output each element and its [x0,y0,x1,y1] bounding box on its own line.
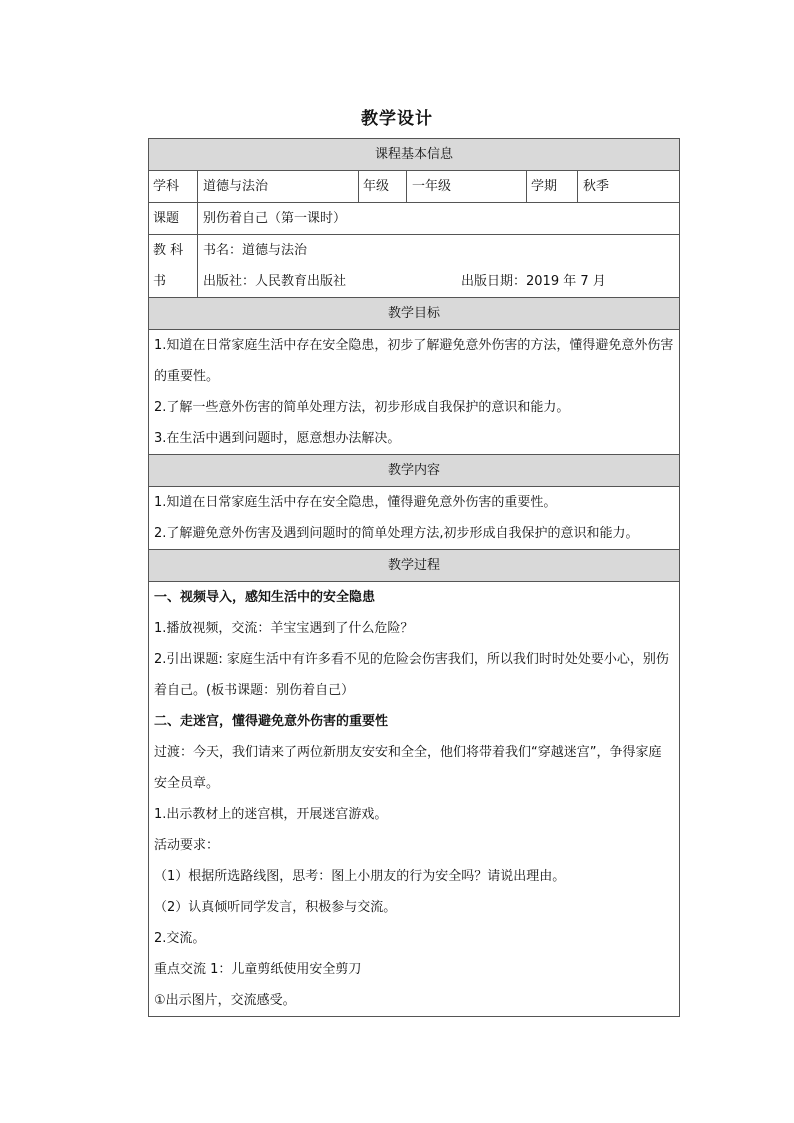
goals-header: 教学目标 [149,298,680,330]
content-body-row [149,487,680,550]
basic-info-header: 课程基本信息 [149,139,680,171]
process-paragraph: ①出示图片，交流感受。 [154,993,296,1008]
grade-value: 一年级 [407,171,527,203]
process-paragraph: 过渡：今天，我们请来了两位新朋友安安和全全，他们将带着我们“穿越迷宫”，争得家庭安全员章。 [154,745,662,791]
document-title: 教学设计 [361,109,433,129]
goal-item: 2.了解一些意外伤害的简单处理方法，初步形成自我保护的意识和能力。 [154,400,570,415]
process-body-row [149,582,680,1017]
process-paragraph: 2.引出课题: 家庭生活中有许多看不见的危险会伤害我们，所以我们时时处处要小心，别伤着自己。(板书课题：别伤着自己） [154,652,669,698]
goal-item: 1.知道在日常家庭生活中存在安全隐患，初步了解避免意外伤害的方法，懂得避免意外伤害的重要性。 [154,338,674,384]
textbook-label-line2: 书 [153,274,167,289]
content-header: 教学内容 [149,455,680,487]
process-paragraph: 1.播放视频，交流：羊宝宝遇到了什么危险？ [154,621,414,636]
topic-label: 课题 [149,203,198,235]
textbook-info [198,235,680,298]
topic-value: 别伤着自己（第一课时） [198,203,680,235]
subject-label: 学科 [149,171,198,203]
content-body [149,487,680,550]
publish-date: 出版日期：2019 年 7 月 [461,274,606,289]
part1-heading: 一、视频导入，感知生活中的安全隐患 [154,590,376,605]
process-paragraph: （1）根据所选路线图，思考：图上小朋友的行为安全吗？请说出理由。 [154,869,566,884]
subject-value: 道德与法治 [198,171,359,203]
term-value: 秋季 [578,171,680,203]
book-name: 书名：道德与法治 [203,243,308,258]
content-item: 1.知道在日常家庭生活中存在安全隐患，懂得避免意外伤害的重要性。 [154,495,557,510]
term-label: 学期 [527,171,578,203]
process-body [149,582,680,1017]
goals-body-row [149,330,680,455]
process-header: 教学过程 [149,550,680,582]
lesson-plan-table [148,138,680,1017]
subject-row [149,171,680,203]
process-header-row [149,550,680,582]
goals-header-row [149,298,680,330]
grade-label: 年级 [359,171,407,203]
goal-item: 3.在生活中遇到问题时，愿意想办法解决。 [154,431,401,446]
textbook-row [149,235,680,298]
process-paragraph: 1.出示教材上的迷宫棋，开展迷宫游戏。 [154,807,388,822]
textbook-label-line1: 教 科 [153,243,184,258]
process-paragraph: 2.交流。 [154,931,206,946]
process-paragraph: 活动要求： [154,838,220,853]
process-paragraph: （2）认真倾听同学发言，积极参与交流。 [154,900,397,915]
topic-row [149,203,680,235]
publisher-line [203,266,674,297]
goals-body [149,330,680,455]
textbook-label [149,235,198,298]
process-paragraph: 重点交流 1：儿童剪纸使用安全剪刀 [154,962,362,977]
part2-heading: 二、走迷宫，懂得避免意外伤害的重要性 [154,714,389,729]
basic-info-header-row [149,139,680,171]
publisher: 出版社：人民教育出版社 [203,274,347,289]
content-header-row [149,455,680,487]
content-item: 2.了解避免意外伤害及遇到问题时的简单处理方法,初步形成自我保护的意识和能力。 [154,526,639,541]
